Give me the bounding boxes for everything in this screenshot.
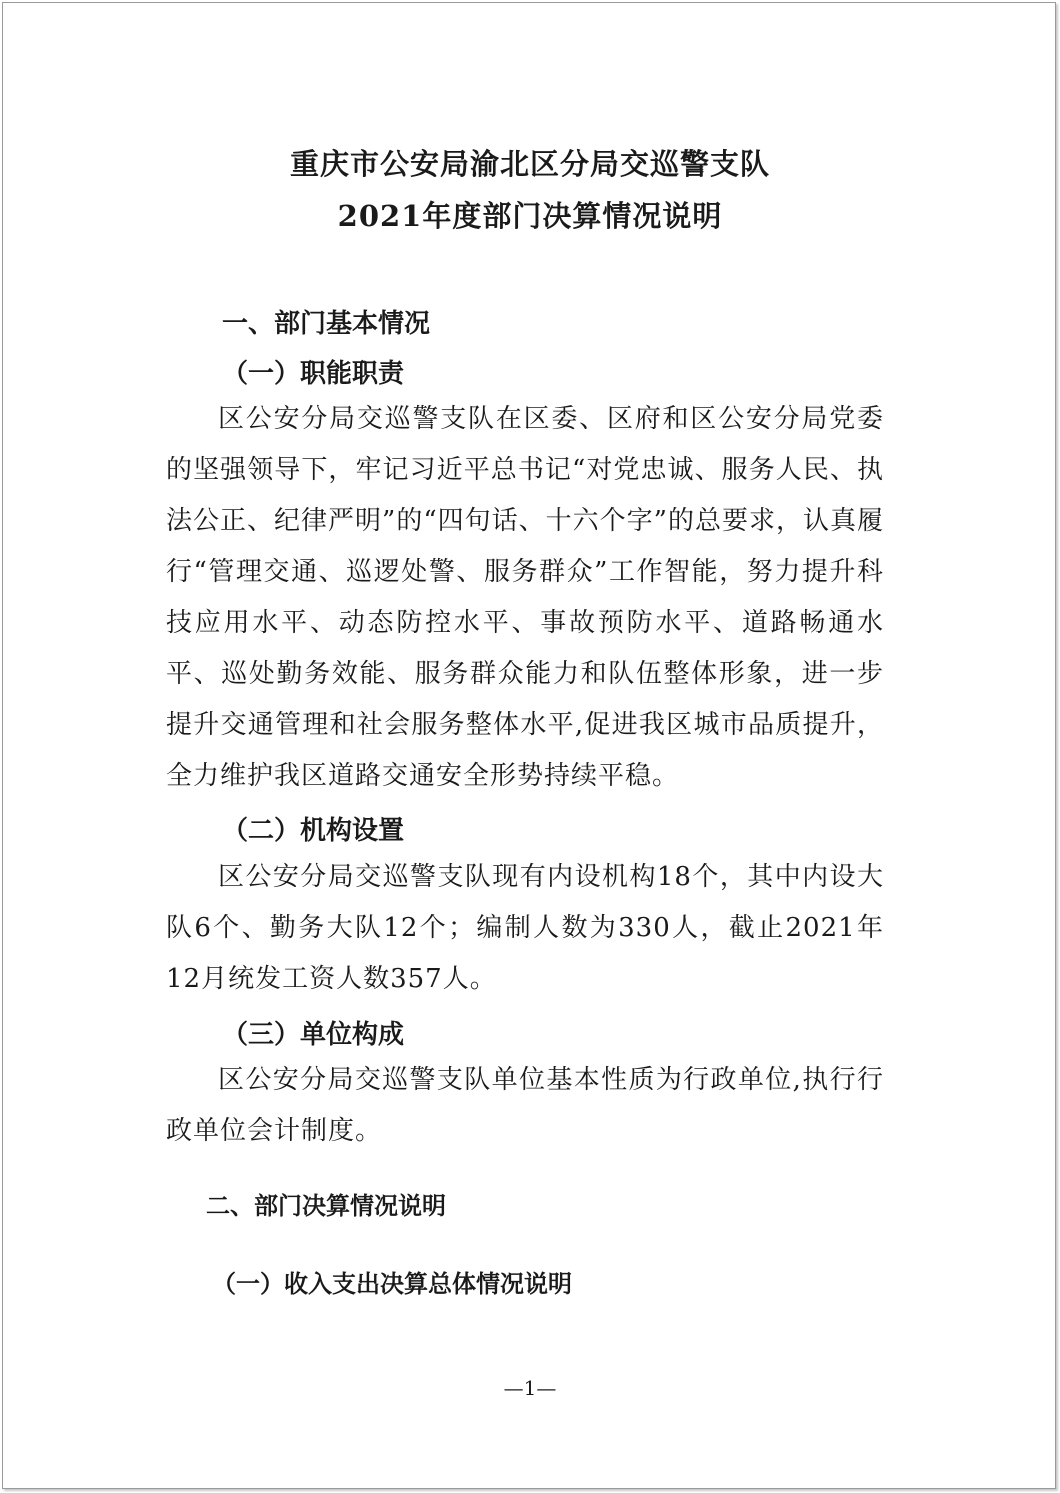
page-number: —1— xyxy=(503,1376,557,1400)
section-1-2-heading: （二）机构设置 xyxy=(222,816,405,846)
section-1-3-heading: （三）单位构成 xyxy=(222,1020,405,1050)
section-1-3-text: 区公安分局交巡警支队单位基本性质为行政单位,执行行政单位会计制度。 xyxy=(166,1065,884,1146)
section-1-1-heading: （一）职能职责 xyxy=(222,359,405,389)
section-2-1-heading: （一）收入支出决算总体情况说明 xyxy=(212,1269,572,1298)
section-1-1-text: 区公安分局交巡警支队在区委、区府和区公安分局党委的坚强领导下，牢记习近平总书记“对党忠诚、服务人民、执法公正、纪律严明”的“四句话、十六个字”的总要求，认真履行“管理交通、巡逻处警、服务群众”工作智能，努力提升科技应用水平、动态防控水平、事故预防水平、道路畅通水平、巡处勤务效能、服务群众能力和队伍整体形象，进一步提升交通管理和社会服务整体水平,促进我区城市品质提升，全力维护我区道路交通安全形势持续平稳。 xyxy=(166,404,884,791)
document-title-line-2: 2021年度部门决算情况说明 xyxy=(337,199,723,233)
section-2-heading: 二、部门决算情况说明 xyxy=(206,1191,446,1220)
section-1-heading: 一、部门基本情况 xyxy=(222,309,431,339)
section-1-2-text: 区公安分局交巡警支队现有内设机构18个，其中内设大队6个、勤务大队12个；编制人数为330人，截止2021年12月统发工资人数357人。 xyxy=(166,862,884,994)
document-title-line-1: 重庆市公安局渝北区分局交巡警支队 xyxy=(289,147,770,181)
